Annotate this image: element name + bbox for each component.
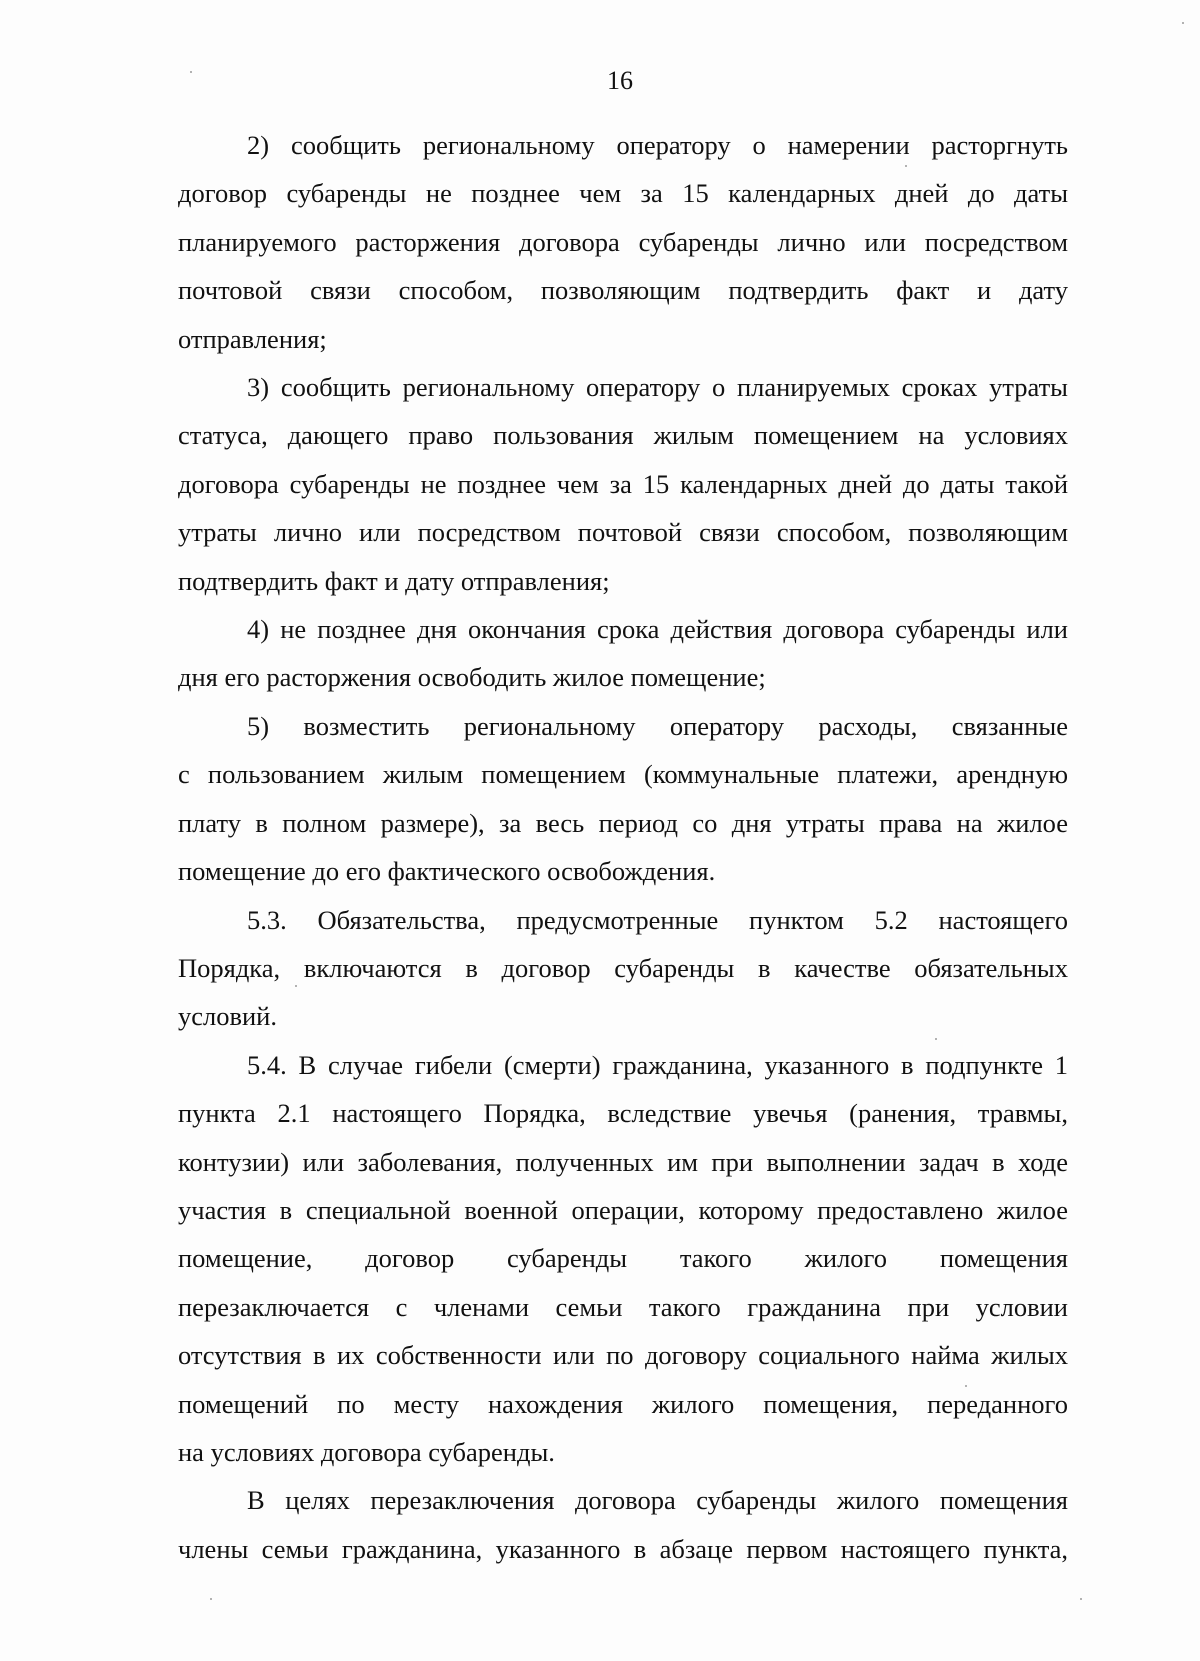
text-line: 4) не позднее дня окончания срока действия договора субаренды или: [247, 614, 1068, 645]
scan-speck: [295, 985, 297, 987]
text-line: утраты лично или посредством почтовой связи способом, позволяющим: [178, 517, 1068, 548]
page-number: 16: [607, 66, 633, 95]
text-line: перезаключается с членами семьи такого гражданина при условии: [178, 1291, 1068, 1322]
scan-speck: [1080, 1598, 1082, 1600]
text-line: с пользованием жилым помещением (коммунальные платежи, арендную: [178, 759, 1068, 790]
text-line: отсутствия в их собственности или по договору социального найма жилых: [178, 1340, 1068, 1371]
text-line: члены семьи гражданина, указанного в абзаце первом настоящего пункта,: [178, 1533, 1068, 1564]
text-line: 5) возместить региональному оператору расходы, связанные: [247, 710, 1068, 741]
text-line: контузии) или заболевания, полученных им при выполнении задач в ходе: [178, 1146, 1068, 1177]
text-line: помещение до его фактического освобождения.: [178, 856, 716, 887]
scan-speck: [1182, 22, 1184, 24]
text-line: 5.4. В случае гибели (смерти) гражданина, указанного в подпункте 1: [247, 1049, 1068, 1080]
text-line: дня его расторжения освободить жилое помещение;: [178, 662, 766, 693]
text-line: 5.3. Обязательства, предусмотренные пунктом 5.2 настоящего: [247, 904, 1068, 935]
scan-speck: [905, 165, 907, 167]
text-line: помещение, договор субаренды такого жилого помещения: [178, 1243, 1068, 1274]
text-line: статуса, дающего право пользования жилым помещением на условиях: [178, 420, 1068, 451]
text-line: помещений по месту нахождения жилого помещения, переданного: [178, 1388, 1068, 1419]
text-line: почтовой связи способом, позволяющим подтвердить факт и дату: [178, 275, 1068, 306]
text-line: подтвердить факт и дату отправления;: [178, 565, 610, 596]
text-line: пункта 2.1 настоящего Порядка, вследствие увечья (ранения, травмы,: [178, 1098, 1068, 1129]
text-line: участия в специальной военной операции, которому предоставлено жилое: [178, 1194, 1068, 1225]
scan-speck: [190, 71, 192, 73]
document-body: [178, 121, 1068, 1573]
text-line: на условиях договора субаренды.: [178, 1436, 555, 1467]
text-line: 3) сообщить региональному оператору о планируемых сроках утраты: [247, 372, 1068, 403]
text-line: В целях перезаключения договора субаренды жилого помещения: [247, 1485, 1068, 1516]
text-line: договор субаренды не позднее чем за 15 календарных дней до даты: [178, 178, 1068, 209]
scan-speck: [965, 1385, 967, 1387]
text-line: отправления;: [178, 323, 327, 354]
text-line: Порядка, включаются в договор субаренды в качестве обязательных: [178, 952, 1068, 983]
text-line: 2) сообщить региональному оператору о намерении расторгнуть: [247, 130, 1068, 160]
scan-speck: [210, 1598, 212, 1600]
text-line: договора субаренды не позднее чем за 15 календарных дней до даты такой: [178, 468, 1068, 499]
text-line: условий.: [178, 1001, 277, 1032]
scan-speck: [935, 1038, 937, 1040]
text-line: планируемого расторжения договора субаренды лично или посредством: [178, 226, 1068, 257]
text-line: плату в полном размере), за весь период со дня утраты права на жилое: [178, 807, 1068, 838]
